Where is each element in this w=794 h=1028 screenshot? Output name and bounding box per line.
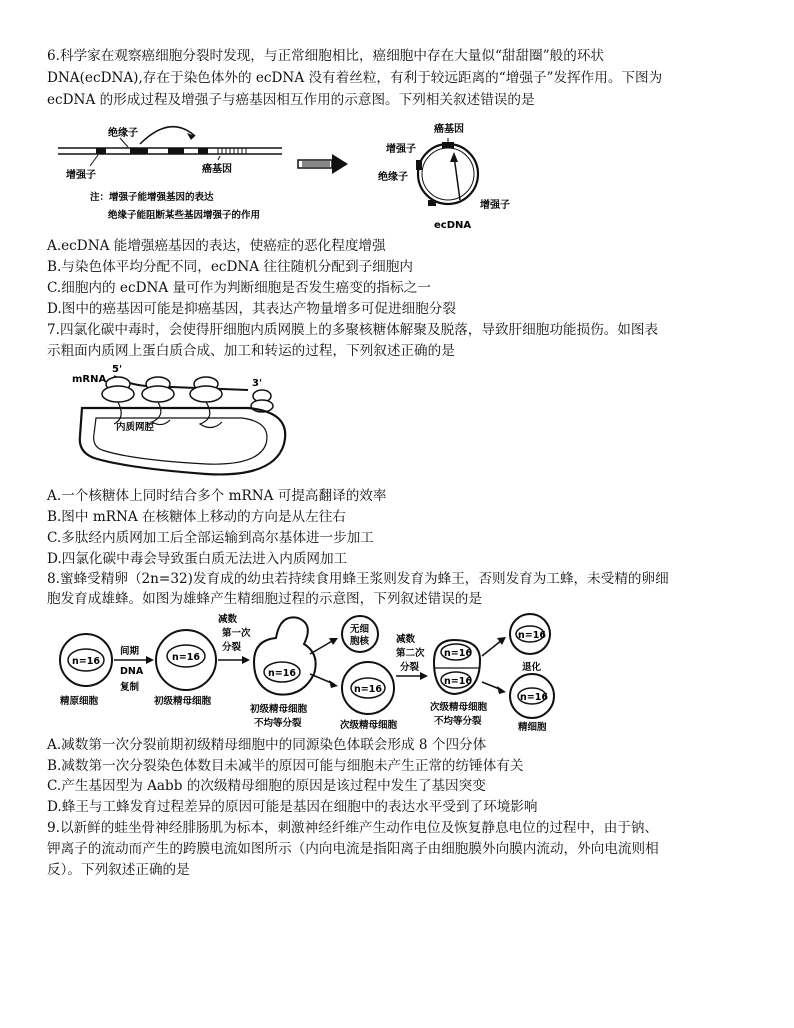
primary-unequal-label-1: 初级精母细胞	[250, 704, 308, 715]
q9-stem-line-2: 钾离子的流动而产生的跨膜电流如图所示（内向电流是指阳离子由细胞膜外向膜内流动，外向电流则相	[47, 841, 659, 857]
q7-stem-line-2: 示粗面内质网上蛋白质合成、加工和转运的过程，下列叙述正确的是	[47, 343, 455, 359]
q6-option-a: A.ecDNA 能增强癌基因的表达，使癌症的恶化程度增强	[47, 238, 386, 254]
chromosome-bar	[58, 127, 282, 166]
replication-label: 复制	[120, 682, 140, 693]
q7-option-c: C.多肽经内质网加工后全部运输到高尔基体进一步加工	[47, 530, 374, 546]
meiosis2-label-b: 第二次	[396, 648, 425, 659]
oncogene-label: 癌基因	[202, 164, 232, 175]
meiosis2-label-c: 分裂	[400, 662, 420, 673]
cell-ploidy-label: n=16	[518, 630, 546, 641]
q6-stem-line-3: ecDNA 的形成过程及增强子与癌基因相互作用的示意图。下列相关叙述错误的是	[47, 92, 535, 108]
q8-stem-line-2: 胞发育成雄蜂。如图为雄蜂产生精细胞过程的示意图，下列叙述错误的是	[47, 591, 482, 607]
secondary-unequal-label-1: 次级精母细胞	[430, 702, 488, 713]
meiosis1-label-c: 分裂	[222, 642, 242, 653]
q8-option-a: A.减数第一次分裂前期初级精母细胞中的同源染色体联会形成 8 个四分体	[47, 737, 487, 753]
ring-oncogene-label: 癌基因	[434, 124, 464, 135]
ring-enhancer-label-2: 增强子	[480, 200, 510, 211]
anucleate-label-2: 胞核	[350, 636, 370, 647]
ribosome-icon	[190, 377, 222, 402]
q6-option-d: D.图中的癌基因可能是抑癌基因，其表达产物量增多可促进细胞分裂	[47, 301, 456, 317]
q6-option-c: C.细胞内的 ecDNA 量可作为判断细胞是否发生癌变的指标之一	[47, 280, 431, 296]
ecdna-ring	[416, 138, 478, 206]
q7-stem-line-1: 7.四氯化碳中毒时，会使得肝细胞内质网膜上的多聚核糖体解聚及脱落，导致肝细胞功能损伤。如图表	[47, 322, 659, 338]
cell-ploidy-label: n=16	[354, 684, 382, 695]
degenerate-label: 退化	[522, 662, 542, 673]
cell-ploidy-label: n=16	[268, 668, 296, 679]
sperm-label: 精细胞	[518, 722, 547, 733]
q7-option-d: D.四氯化碳中毒会导致蛋白质无法进入内质网加工	[47, 551, 348, 567]
ring-insulator-label: 绝缘子	[378, 172, 408, 183]
cell-ploidy-label: n=16	[72, 656, 100, 667]
ecdna-figure	[50, 116, 530, 234]
five-prime-label: 5'	[112, 364, 123, 375]
secondary-unequal-label-2: 不均等分裂	[434, 716, 482, 727]
meiosis2-label-a: 减数	[396, 634, 416, 645]
anucleate-label-1: 无细	[350, 624, 370, 635]
cell-ploidy-label: n=16	[520, 692, 548, 703]
q8-stem-line-1: 8.蜜蜂受精卵（2n=32)发育成的幼虫若持续食用蜂王浆则发育为蜂王，否则发育为工蜂，未受精的卵细	[47, 571, 669, 587]
mrna-label: mRNA	[72, 374, 107, 385]
enhancer-label: 增强子	[66, 170, 96, 181]
ribosome-icon	[142, 377, 174, 402]
q8-option-d: D.蜂王与工蜂发育过程差异的原因可能是基因在细胞中的表达水平受到了环境影响	[47, 799, 538, 815]
primary-spermatocyte-label: 初级精母细胞	[154, 696, 212, 707]
secondary-spermatocyte-label: 次级精母细胞	[340, 720, 398, 731]
er-lumen-label: 内质网腔	[116, 422, 155, 433]
q8-option-c: C.产生基因型为 Aabb 的次级精母细胞的原因是该过程中发生了基因突变	[47, 778, 486, 794]
note-line-1: 注：增强子能增强基因的表达	[90, 192, 214, 203]
cell-ploidy-label: n=16	[172, 652, 200, 663]
ribosome-icon	[102, 377, 134, 402]
primary-unequal-label-2: 不均等分裂	[254, 718, 302, 729]
er-figure	[66, 362, 316, 486]
drone-spermatogenesis-figure	[50, 610, 570, 734]
cell-ploidy-label: n=16	[444, 676, 472, 687]
three-prime-label: 3'	[252, 378, 263, 389]
q6-stem-line-1: 6.科学家在观察癌细胞分裂时发现，与正常细胞相比，癌细胞中存在大量似“甜甜圈”般的环状	[47, 48, 605, 64]
cell-ploidy-label: n=16	[444, 648, 472, 659]
interphase-label: 间期	[120, 646, 140, 657]
ring-enhancer-label: 增强子	[386, 144, 416, 155]
q7-option-a: A.一个核糖体上同时结合多个 mRNA 可提高翻译的效率	[47, 488, 387, 504]
meiosis1-label-a: 减数	[218, 614, 238, 625]
q7-option-b: B.图中 mRNA 在核糖体上移动的方向是从左往右	[47, 509, 346, 525]
dna-label: DNA	[120, 666, 144, 677]
q9-stem-line-3: 反）。下列叙述正确的是	[47, 862, 190, 878]
q6-stem-line-2: DNA(ecDNA),存在于染色体外的 ecDNA 没有着丝粒，有利于较远距离的“增强子”发挥作用。下图为	[47, 70, 663, 86]
ecdna-label: ecDNA	[434, 220, 472, 231]
note-line-2: 绝缘子能阻断某些基因增强子的作用	[108, 210, 261, 221]
insulator-label: 绝缘子	[108, 128, 138, 139]
meiosis1-label-b: 第一次	[222, 628, 251, 639]
spermatogonium-label: 精原细胞	[60, 696, 99, 707]
q9-stem-line-1: 9.以新鲜的蛙坐骨神经腓肠肌为标本，刺激神经纤维产生动作电位及恢复静息电位的过程中，由于钠、	[47, 820, 659, 836]
q8-option-b: B.减数第一次分裂染色体数目未减半的原因可能与细胞未产生正常的纺锤体有关	[47, 758, 524, 774]
q6-option-b: B.与染色体平均分配不同，ecDNA 往往随机分配到子细胞内	[47, 259, 413, 275]
transition-arrow-icon	[298, 154, 348, 174]
